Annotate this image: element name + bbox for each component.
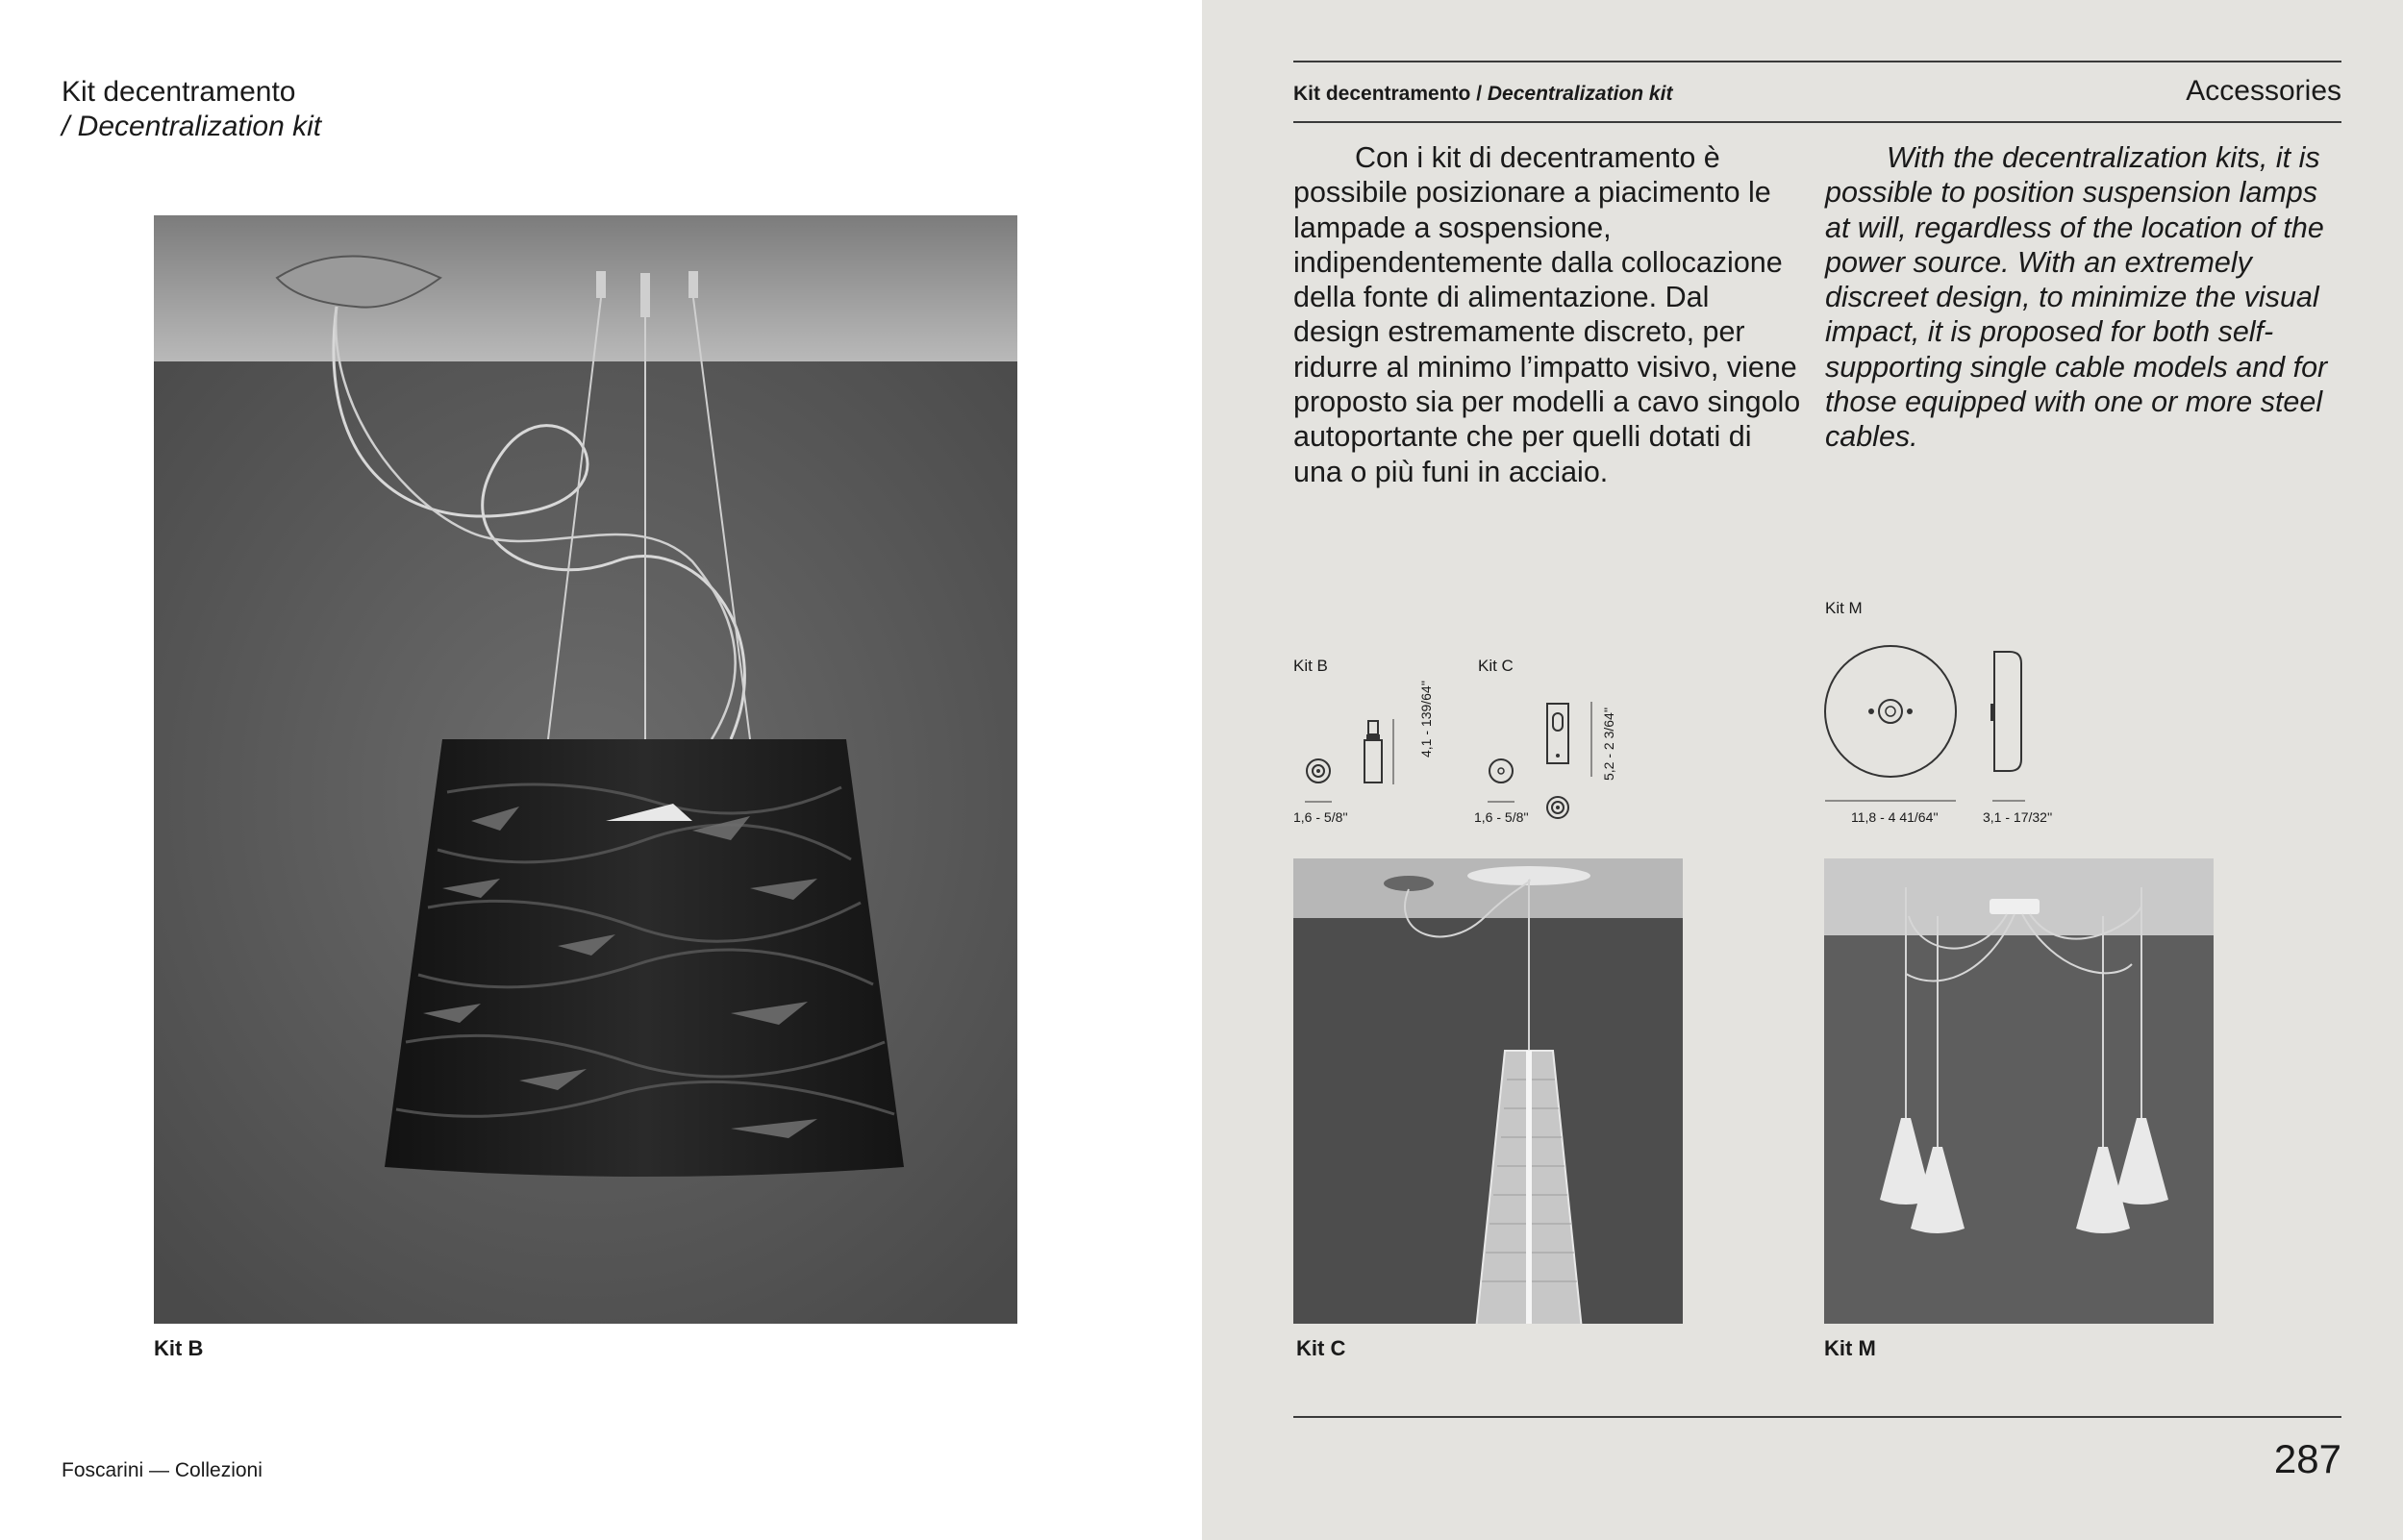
kit-m-width-dim: 11,8 - 4 41/64'' — [1851, 809, 1939, 825]
kit-b-drawing-label: Kit B — [1293, 657, 1328, 675]
kit-b-caption: Kit B — [154, 1336, 204, 1360]
header-english: Decentralization kit — [1487, 83, 1673, 105]
kit-c-height-dim: 5,2 - 2 3/64'' — [1601, 707, 1616, 781]
kit-m-photo — [1824, 858, 2214, 1324]
section-title: Accessories — [2186, 75, 2341, 107]
footer-brand: Foscarini — Collezioni — [62, 1459, 263, 1481]
page-number: 287 — [2273, 1436, 2341, 1481]
kit-b-width-dim: 1,6 - 5/8'' — [1293, 809, 1348, 825]
body-text-italian: Con i kit di decentramento è possibile posizionare a piacimento le lampade a sospensione, indipendentemente dalla collocazione della fonte di alimentazione. Dal design estremamente discreto, per ridurre al minimo l’impatto visivo, viene proposto sia per modelli a cavo singolo autoportante che per quelli dotati di una o più funi in acciaio. — [1293, 141, 1801, 488]
body-text-english: With the decentralization kits, it is possible to position suspension lamps at will, regardless of the location of the power source. With an extremely discreet design, to minimize the visual impact, it is proposed for both self-supporting single cable models and for those equipped with one or more steel cables. — [1825, 141, 2328, 454]
footer-rule — [1293, 1416, 2341, 1418]
title-italian: Kit decentramento — [62, 76, 296, 108]
kit-c-drawing-label: Kit C — [1478, 657, 1514, 675]
kit-b-photo — [154, 215, 1017, 1324]
header-italian: Kit decentramento / — [1293, 83, 1483, 105]
kit-c-caption: Kit C — [1296, 1336, 1346, 1360]
kit-c-width-dim: 1,6 - 5/8'' — [1474, 809, 1529, 825]
title-english: / Decentralization kit — [62, 111, 322, 142]
kit-m-caption: Kit M — [1824, 1336, 1876, 1360]
kit-b-height-dim: 4,1 - 139/64'' — [1418, 680, 1434, 758]
header-top-rule — [1293, 61, 2341, 62]
kit-m-depth-dim: 3,1 - 17/32'' — [1983, 809, 2053, 825]
running-header — [1293, 83, 1672, 106]
kit-m-drawing — [1821, 642, 2071, 806]
header-bottom-rule — [1293, 121, 2341, 123]
page-title — [62, 75, 321, 144]
kit-m-drawing-label: Kit M — [1825, 599, 1863, 617]
kit-c-photo — [1293, 858, 1683, 1324]
